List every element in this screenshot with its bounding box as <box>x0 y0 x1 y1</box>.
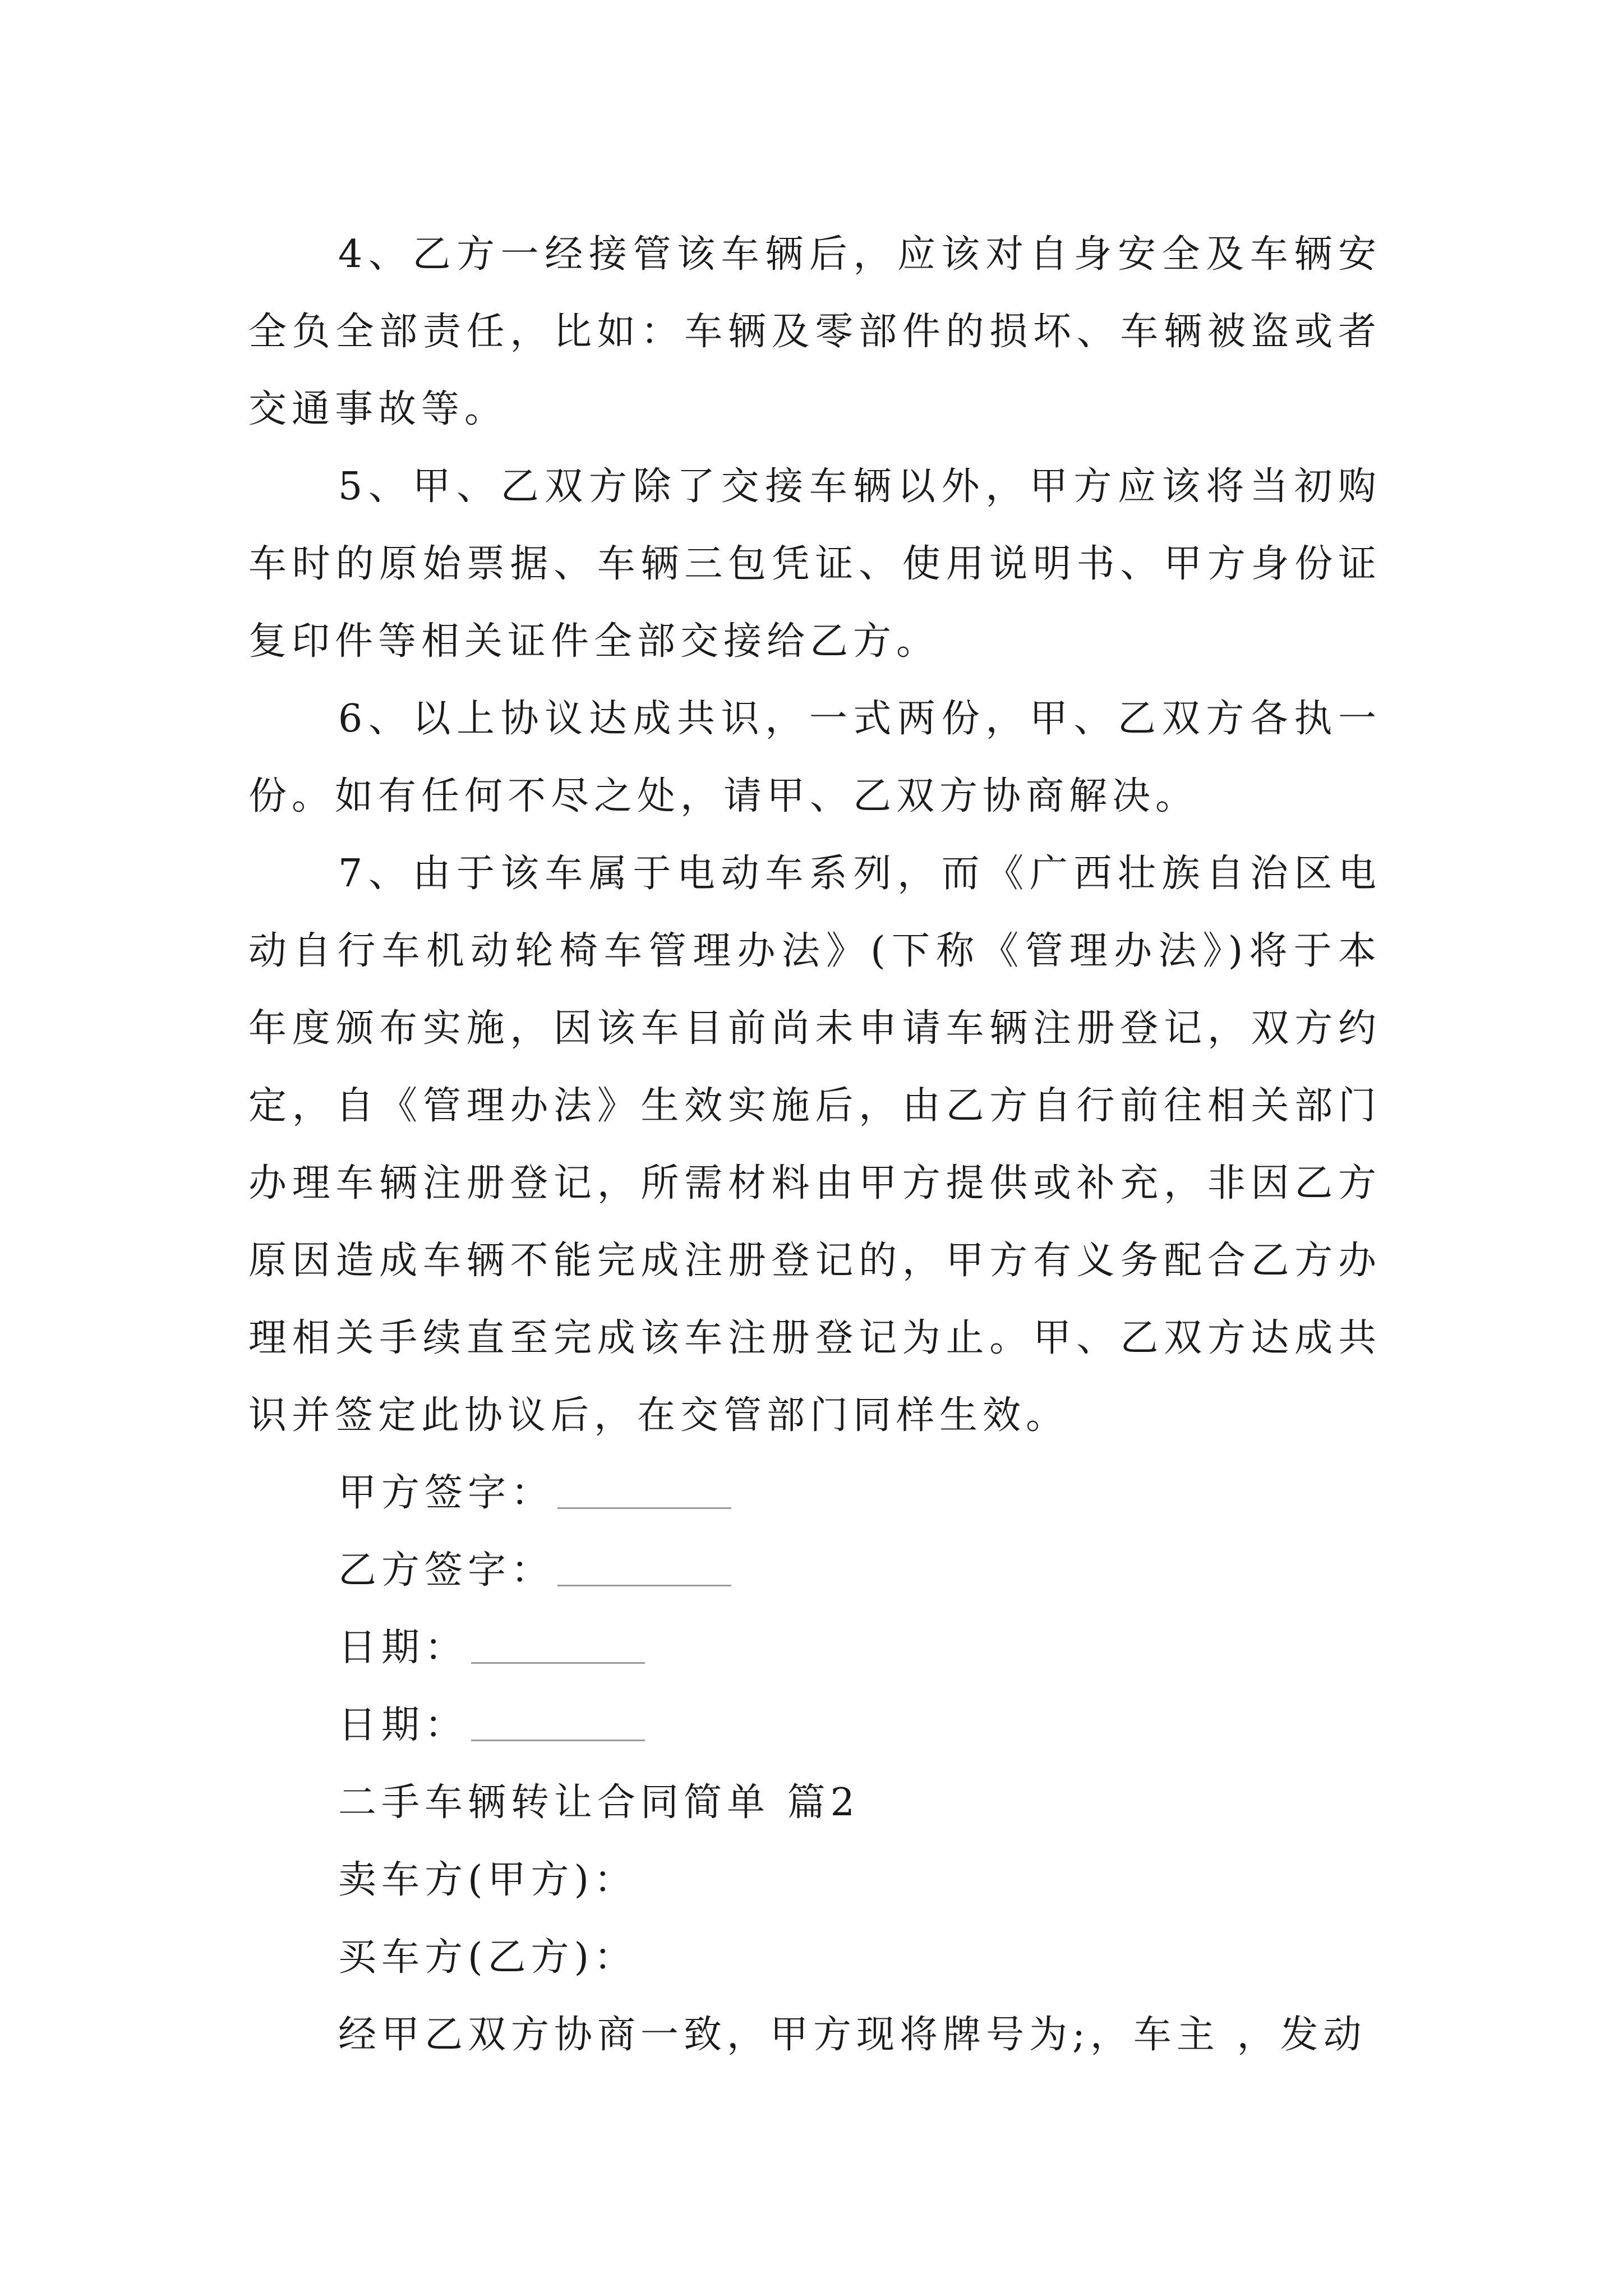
buyer-label: 买车方(乙方)： <box>338 1935 638 1980</box>
date-line-1 <box>248 1609 1381 1687</box>
seller-label: 卖车方(甲方)： <box>338 1858 638 1902</box>
party-a-signature-line <box>248 1455 1381 1532</box>
date-line-2 <box>248 1687 1381 1764</box>
section-2-title: 二手车辆转让合同简单 篇2 <box>338 1780 860 1825</box>
clause-7: 7、由于该车属于电动车系列，而《广西壮族自治区电动自行车机动轮椅车管理办法》(下称《管理办法》)将于本年度颁布实施，因该车目前尚未申请车辆注册登记，双方约定，自《管理办法》生效实施后，由乙方自行前往相关部门办理车辆注册登记，所需材料由甲方提供或补充，非因乙方原因造成车辆不能完成注册登记的，甲方有义务配合乙方办理相关手续直至完成该车注册登记为止。甲、乙双方达成共识并签定此协议后，在交管部门同样生效。 <box>248 852 1381 1438</box>
date-label-1: 日期： <box>338 1626 468 1670</box>
date-label-2: 日期： <box>338 1703 468 1747</box>
party-a-signature-label: 甲方签字： <box>338 1471 555 1515</box>
clause-6: 6、以上协议达成共识，一式两份，甲、乙双方各执一份。如有任何不尽之处，请甲、乙双方协商解决。 <box>248 697 1381 818</box>
party-b-signature-blank <box>557 1584 731 1586</box>
clause-5: 5、甲、乙双方除了交接车辆以外，甲方应该将当初购车时的原始票据、车辆三包凭证、使用说明书、甲方身份证复印件等相关证件全部交接给乙方。 <box>248 464 1381 664</box>
party-b-signature-line <box>248 1532 1381 1609</box>
party-a-signature-blank <box>557 1506 731 1509</box>
date-blank-2 <box>471 1738 645 1741</box>
clause-4: 4、乙方一经接管该车辆后，应该对自身安全及车辆安全负全部责任，比如：车辆及零部件的损坏、车辆被盗或者交通事故等。 <box>248 232 1381 431</box>
document-body <box>248 216 1381 2074</box>
date-blank-1 <box>471 1661 645 1664</box>
party-b-signature-label: 乙方签字： <box>338 1548 555 1593</box>
section-2-intro: 经甲乙双方协商一致，甲方现将牌号为;，车主 ，发动 <box>338 2013 1367 2057</box>
